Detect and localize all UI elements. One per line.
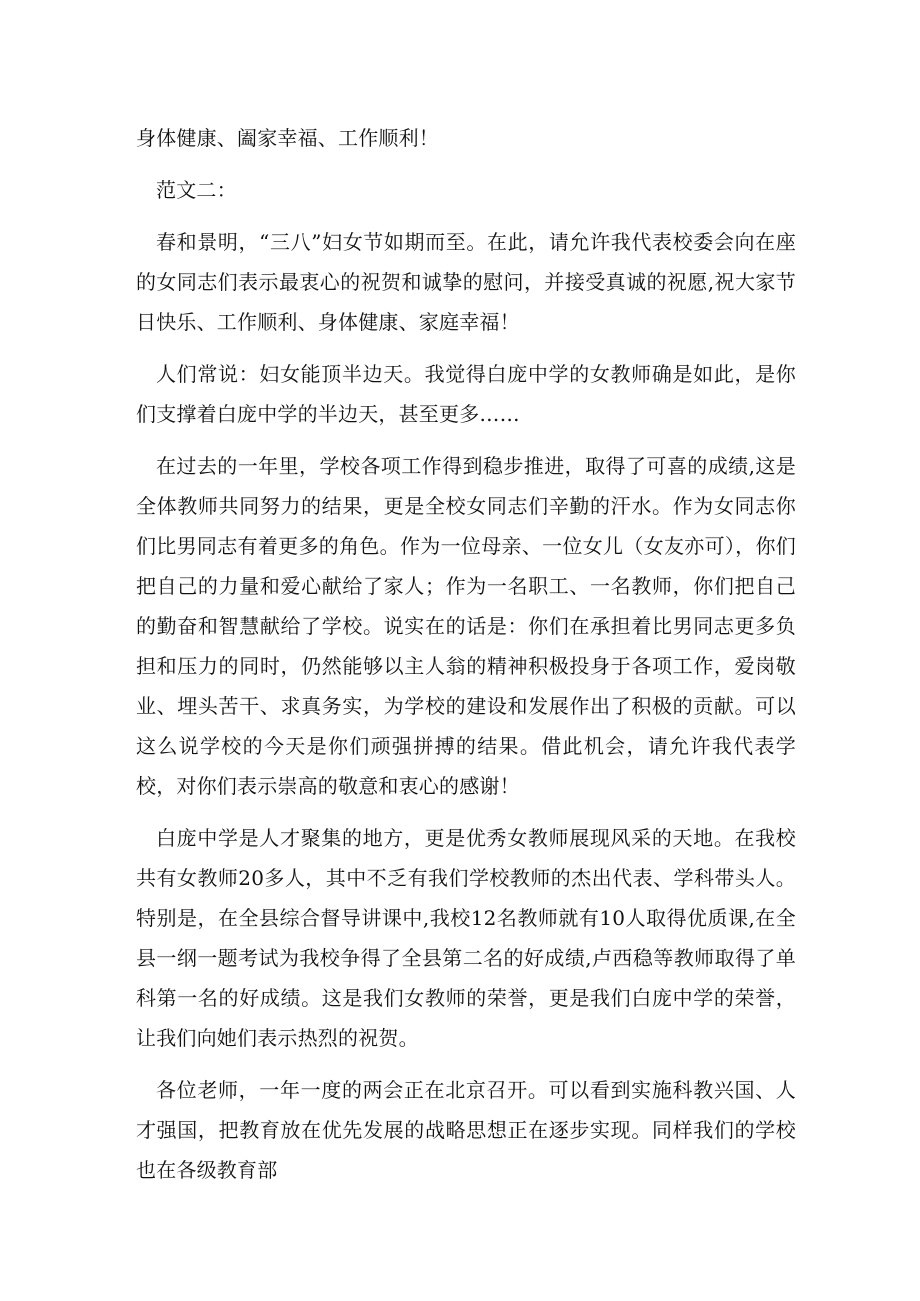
document-body bbox=[136, 118, 796, 1202]
paragraph: 身体健康、阖家幸福、工作顺利！ bbox=[136, 126, 439, 150]
paragraph: 在过去的一年里，学校各项工作得到稳步推进，取得了可喜的成绩,这是全体教师共同努力的结果，更是全校女同志们辛勤的汗水。作为女同志你们比男同志有着更多的角色。作为一位母亲、一位女儿（女友亦可），你们把自己的力量和爱心献给了家人；作为一名职工、一名教师，你们把自己的勤奋和智慧献给了学校。说实在的话是：你们在承担着比男同志更多负担和压力的同时，仍然能够以主人翁的精神积极投身于各项工作，爱岗敬业、埋头苦干、求真务实，为学校的建设和发展作出了积极的贡献。可以这么说学校的今天是你们顽强拼搏的结果。借此机会，请允许我代表学校，对你们表示崇高的敬意和衷心的感谢！ bbox=[136, 454, 796, 798]
paragraph: 各位老师，一年一度的两会正在北京召开。可以看到实施科教兴国、人才强国，把教育放在优先发展的战略思想正在逐步实现。同样我们的学校也在各级教育部 bbox=[136, 1078, 796, 1182]
paragraph: 春和景明，“三八”妇女节如期而至。在此，请允许我代表校委会向在座的女同志们表示最衷心的祝贺和诚挚的慰问，并接受真诚的祝愿,祝大家节日快乐、工作顺利、身体健康、家庭幸福！ bbox=[136, 230, 796, 334]
paragraph: 人们常说：妇女能顶半边天。我觉得白庞中学的女教师确是如此，是你们支撑着白庞中学的半边天，甚至更多…… bbox=[136, 362, 796, 426]
paragraph: 范文二： bbox=[156, 178, 237, 202]
paragraph: 白庞中学是人才聚集的地方，更是优秀女教师展现风采的天地。在我校共有女教师20多人，其中不乏有我们学校教师的杰出代表、学科带头人。特别是，在全县综合督导讲课中,我校12名教师就有10人取得优质课,在全县一纲一题考试为我校争得了全县第二名的好成绩,卢西稳等教师取得了单科第一名的好成绩。这是我们女教师的荣誉，更是我们白庞中学的荣誉，让我们向她们表示热烈的祝贺。 bbox=[136, 826, 796, 1050]
